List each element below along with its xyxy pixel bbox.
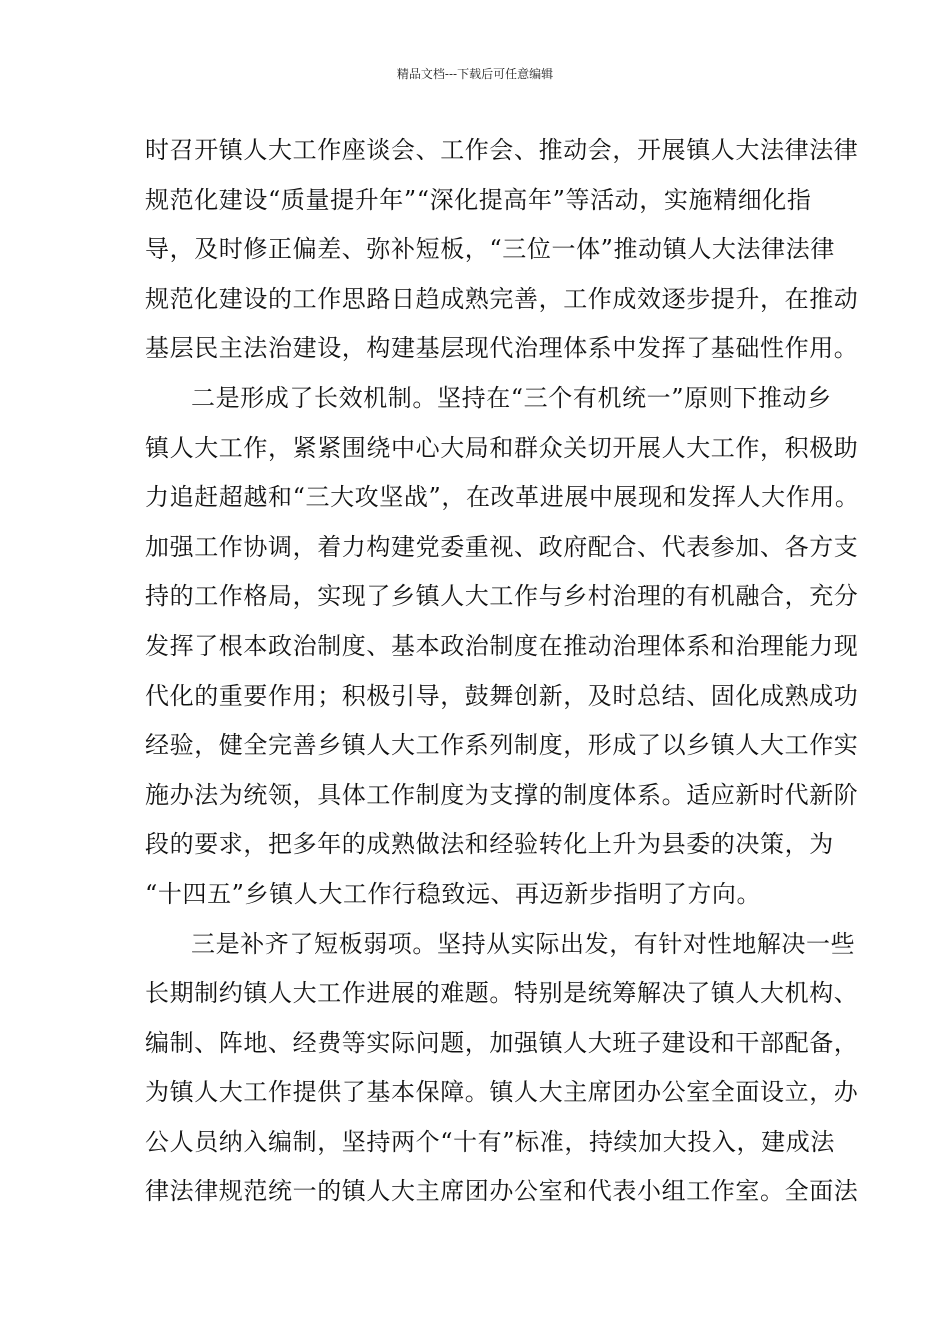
text-line: 持的工作格局，实现了乡镇人大工作与乡村治理的有机融合，充分 bbox=[145, 582, 859, 611]
text-line: 施办法为统领，具体工作制度为支撑的制度体系。适应新时代新阶 bbox=[145, 780, 859, 809]
text-line: 时召开镇人大工作座谈会、工作会、推动会，开展镇人大法律法律 bbox=[145, 136, 859, 164]
text-line: 规范化建设的工作思路日趋成熟完善，工作成效逐步提升，在推动 bbox=[145, 284, 859, 313]
text-line: 发挥了根本政治制度、基本政治制度在推动治理体系和治理能力现 bbox=[145, 631, 859, 660]
text-line: 公人员纳入编制，坚持两个“十有”标准，持续加大投入，建成法 bbox=[145, 1127, 835, 1156]
text-line: 为镇人大工作提供了基本保障。镇人大主席团办公室全面设立，办 bbox=[145, 1078, 859, 1107]
text-line: 经验，健全完善乡镇人大工作系列制度，形成了以乡镇人大工作实 bbox=[145, 731, 859, 760]
text-line: 长期制约镇人大工作进展的难题。特别是统筹解决了镇人大机构、 bbox=[145, 979, 859, 1008]
page-header: 精品文档---下载后可任意编辑 bbox=[396, 67, 554, 81]
text-line: 加强工作协调，着力构建党委重视、政府配合、代表参加、各方支 bbox=[145, 532, 859, 561]
text-line: 导，及时修正偏差、弥补短板，“三位一体”推动镇人大法律法律 bbox=[145, 235, 835, 264]
text-line: 代化的重要作用；积极引导，鼓舞创新，及时总结、固化成熟成功 bbox=[145, 681, 859, 710]
text-line: 基层民主法治建设，构建基层现代治理体系中发挥了基础性作用。 bbox=[145, 334, 859, 363]
paragraph-start-line: 二是形成了长效机制。坚持在“三个有机统一”原则下推动乡 bbox=[191, 383, 832, 412]
text-line: 镇人大工作，紧紧围绕中心大局和群众关切开展人大工作，积极助 bbox=[145, 433, 859, 462]
text-line: 编制、阵地、经费等实际问题，加强镇人大班子建设和干部配备， bbox=[145, 1028, 859, 1057]
text-line: 力追赶超越和“三大攻坚战”，在改革进展中展现和发挥人大作用。 bbox=[145, 483, 860, 512]
text-line: 规范化建设“质量提升年”“深化提高年”等活动，实施精细化指 bbox=[145, 185, 812, 214]
paragraph-start-line: 三是补齐了短板弱项。坚持从实际出发，有针对性地解决一些 bbox=[191, 929, 856, 958]
text-line: 段的要求，把多年的成熟做法和经验转化上升为县委的决策，为 bbox=[145, 830, 834, 859]
document-body bbox=[145, 126, 860, 1217]
text-line: 律法律规范统一的镇人大主席团办公室和代表小组工作室。全面法 bbox=[145, 1177, 859, 1206]
text-line: “十四五”乡镇人大工作行稳致远、再迈新步指明了方向。 bbox=[145, 879, 762, 908]
